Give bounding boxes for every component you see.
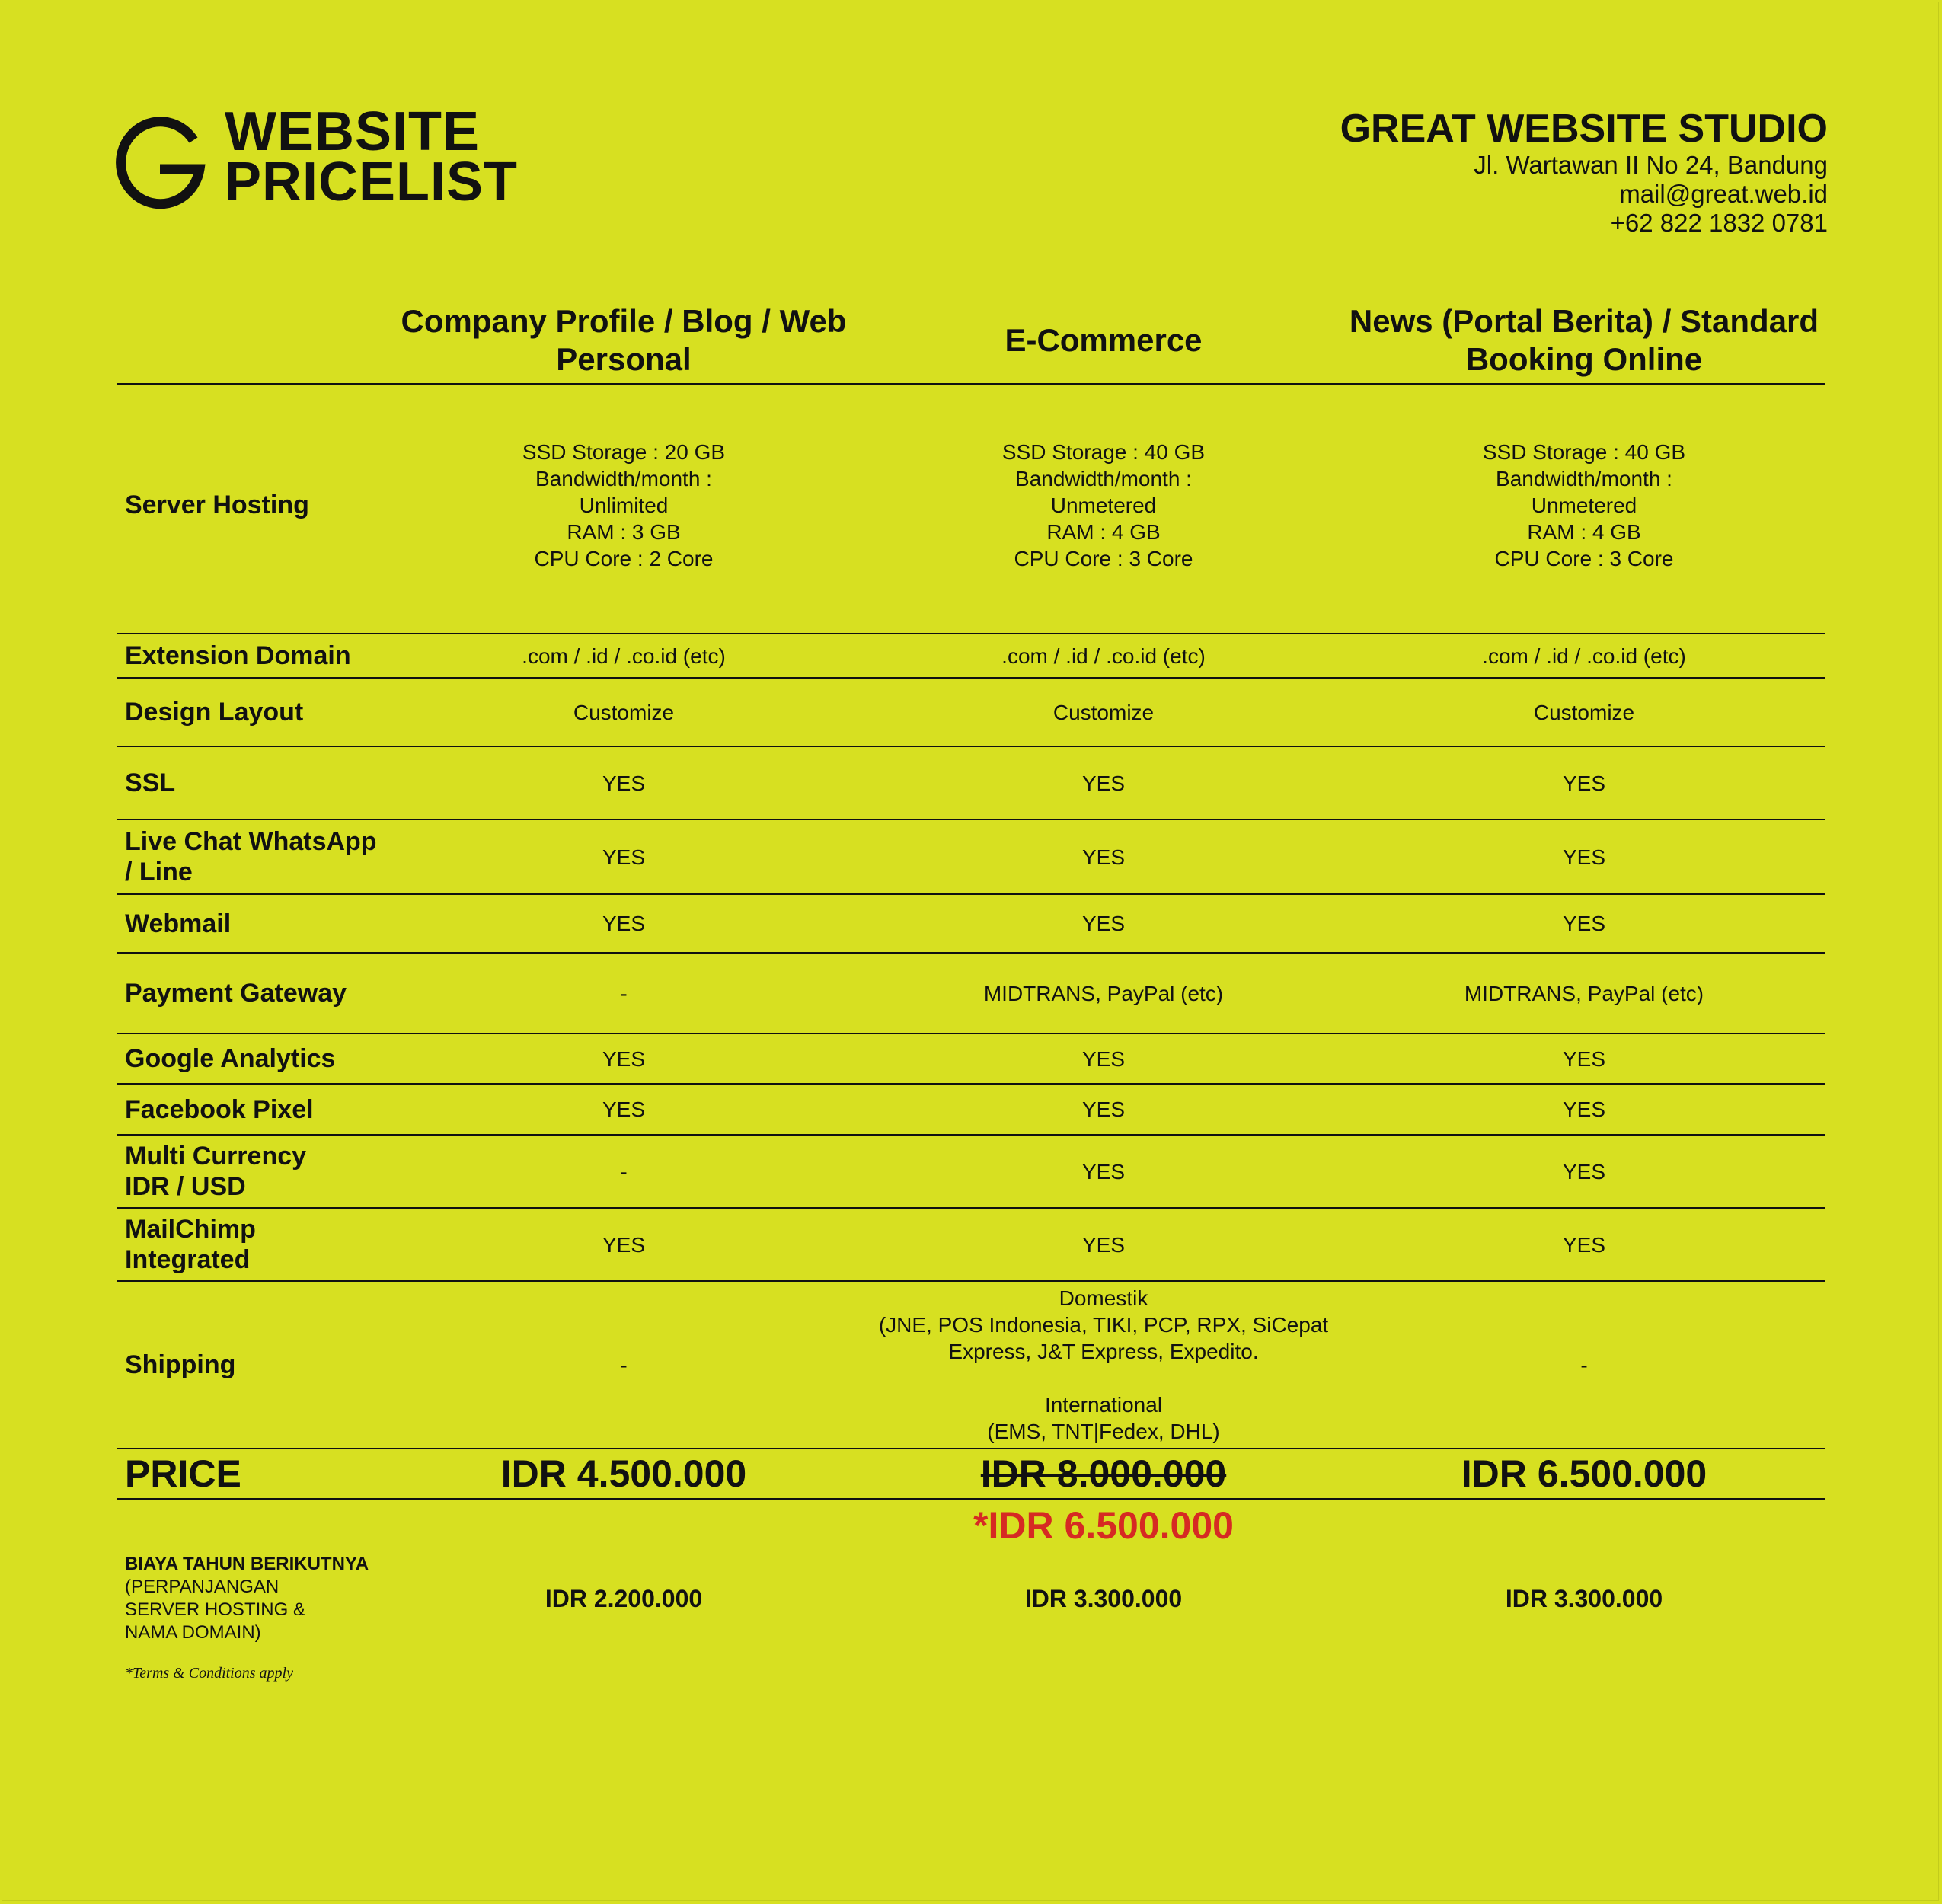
table-row (117, 384, 1825, 634)
feature-value: YES (1343, 1135, 1825, 1208)
renewal-label-detail: (PERPANJANGAN SERVER HOSTING & NAMA DOMAIN) (125, 1577, 305, 1643)
studio-info (1340, 107, 1828, 238)
table-row (117, 746, 1825, 819)
table-row (117, 819, 1825, 894)
table-row (117, 953, 1825, 1033)
feature-value: YES (1343, 746, 1825, 819)
renewal-value: IDR 3.300.000 (1505, 1584, 1663, 1612)
feature-value: - (384, 953, 864, 1033)
table-row (117, 1084, 1825, 1135)
renewal-value: IDR 2.200.000 (545, 1584, 703, 1612)
feature-value: YES (384, 1033, 864, 1084)
header-row (117, 299, 1825, 384)
feature-value: .com / .id / .co.id (etc) (384, 634, 864, 678)
feature-value: Customize (384, 678, 864, 746)
feature-value: SSD Storage : 20 GB Bandwidth/month : Unlimited RAM : 3 GB CPU Core : 2 Core (384, 384, 864, 634)
terms-note: *Terms & Conditions apply (125, 1665, 293, 1682)
feature-value: YES (1343, 1208, 1825, 1281)
table-row (117, 1281, 1825, 1449)
feature-value: YES (864, 894, 1343, 953)
renewal-label (117, 1551, 384, 1647)
strikethrough-price: IDR 8.000.000 (980, 1452, 1227, 1495)
table-row (117, 894, 1825, 953)
feature-value: - (1343, 1281, 1825, 1449)
renewal-value: IDR 3.300.000 (1024, 1584, 1183, 1612)
promo-row (117, 1499, 1825, 1551)
price-value-news-booking: IDR 6.500.000 (1343, 1449, 1825, 1499)
pricing-table-main (117, 299, 1825, 1647)
header-empty-cell (117, 299, 384, 384)
price-label: PRICE (117, 1449, 384, 1499)
title-line-1: WEBSITE (225, 101, 481, 162)
feature-value: YES (384, 819, 864, 894)
feature-label: SSL (117, 746, 384, 819)
promo-empty-cell (1343, 1499, 1825, 1551)
feature-label: Extension Domain (117, 634, 384, 678)
feature-value: .com / .id / .co.id (etc) (1343, 634, 1825, 678)
feature-label: Facebook Pixel (117, 1084, 384, 1135)
promo-price: *IDR 6.500.000 (973, 1503, 1234, 1547)
table-row (117, 634, 1825, 678)
price-value-ecommerce-original (864, 1449, 1343, 1499)
feature-value: YES (1343, 1033, 1825, 1084)
title-line-2: PRICELIST (225, 152, 519, 212)
column-header-ecommerce: E-Commerce (864, 299, 1343, 384)
table-row (117, 1033, 1825, 1084)
feature-label: MailChimp Integrated (117, 1208, 384, 1281)
feature-value: YES (1343, 1084, 1825, 1135)
feature-value: YES (1343, 819, 1825, 894)
feature-value: .com / .id / .co.id (etc) (864, 634, 1343, 678)
feature-value: YES (384, 894, 864, 953)
price-value-company-profile: IDR 4.500.000 (384, 1449, 864, 1499)
feature-value: SSD Storage : 40 GB Bandwidth/month : Unmetered RAM : 4 GB CPU Core : 3 Core (1343, 384, 1825, 634)
promo-empty-cell (117, 1499, 384, 1551)
g-letter-logo-icon (114, 114, 206, 209)
feature-value: MIDTRANS, PayPal (etc) (864, 953, 1343, 1033)
feature-value: SSD Storage : 40 GB Bandwidth/month : Unmetered RAM : 4 GB CPU Core : 3 Core (864, 384, 1343, 634)
feature-value: Domestik (JNE, POS Indonesia, TIKI, PCP, RPX, SiCepat Express, J&T Express, Expedito. International (EMS, TNT|Fedex, DHL) (864, 1281, 1343, 1449)
feature-label: Payment Gateway (117, 953, 384, 1033)
studio-email[interactable]: mail@great.web.id (1619, 180, 1828, 208)
feature-label: Design Layout (117, 678, 384, 746)
feature-value: YES (384, 746, 864, 819)
feature-value: Customize (864, 678, 1343, 746)
feature-label: Shipping (117, 1281, 384, 1449)
feature-value: YES (384, 1208, 864, 1281)
feature-value: YES (864, 1033, 1343, 1084)
feature-value: MIDTRANS, PayPal (etc) (1343, 953, 1825, 1033)
price-row (117, 1449, 1825, 1499)
table-row (117, 1208, 1825, 1281)
feature-label: Webmail (117, 894, 384, 953)
feature-value: YES (864, 1208, 1343, 1281)
column-header-company-profile: Company Profile / Blog / Web Personal (384, 299, 864, 384)
renewal-row (117, 1551, 1825, 1647)
studio-phone[interactable]: +62 822 1832 0781 (1610, 209, 1828, 237)
feature-value: YES (864, 819, 1343, 894)
feature-label: Server Hosting (117, 384, 384, 634)
page-title (225, 101, 519, 212)
renewal-label-title: BIAYA TAHUN BERIKUTNYA (125, 1554, 369, 1574)
table-row (117, 1135, 1825, 1208)
feature-label: Multi Currency IDR / USD (117, 1135, 384, 1208)
feature-label: Google Analytics (117, 1033, 384, 1084)
feature-value: YES (864, 746, 1343, 819)
column-header-news-booking: News (Portal Berita) / Standard Booking Online (1343, 299, 1825, 384)
feature-value: YES (384, 1084, 864, 1135)
feature-value: YES (1343, 894, 1825, 953)
feature-value: YES (864, 1084, 1343, 1135)
feature-value: - (384, 1281, 864, 1449)
table-row (117, 678, 1825, 746)
feature-value: Customize (1343, 678, 1825, 746)
feature-label: Live Chat WhatsApp / Line (117, 819, 384, 894)
studio-address: Jl. Wartawan II No 24, Bandung (1474, 151, 1828, 179)
studio-name: GREAT WEBSITE STUDIO (1340, 107, 1828, 151)
feature-value: - (384, 1135, 864, 1208)
feature-value: YES (864, 1135, 1343, 1208)
promo-empty-cell (384, 1499, 864, 1551)
